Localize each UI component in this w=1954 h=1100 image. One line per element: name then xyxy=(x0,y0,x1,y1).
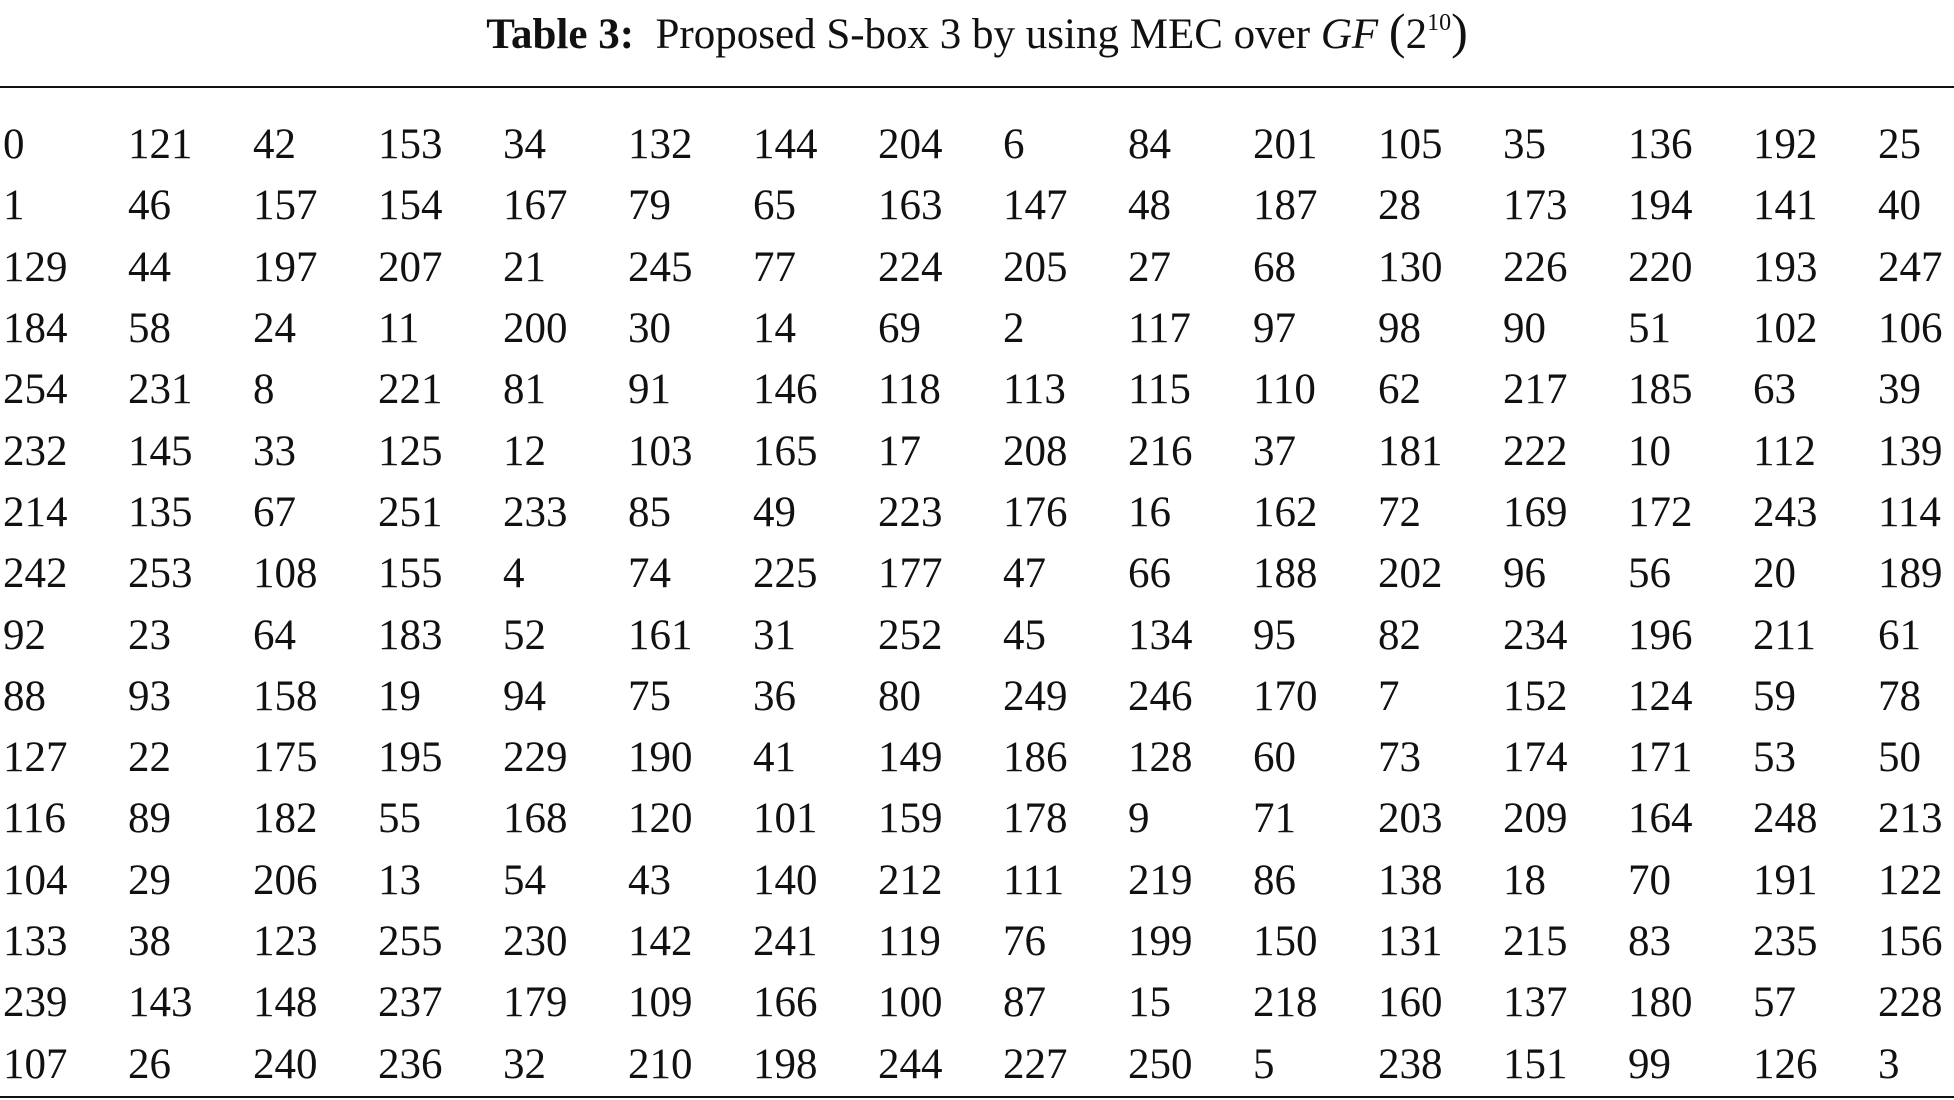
table-cell: 102 xyxy=(1753,305,1818,353)
table-cell: 133 xyxy=(3,918,68,965)
table-cell: 142 xyxy=(628,918,693,965)
table-cell: 4 xyxy=(503,550,525,598)
table-cell: 87 xyxy=(1003,979,1046,1027)
table-cell: 209 xyxy=(1503,795,1568,843)
table-cell: 22 xyxy=(128,734,171,782)
table-row xyxy=(0,1033,1954,1094)
table-row xyxy=(0,727,1954,788)
table-cell: 112 xyxy=(1753,427,1816,475)
table-cell: 155 xyxy=(378,550,443,598)
table-cell: 82 xyxy=(1378,611,1421,659)
table-cell: 115 xyxy=(1128,366,1191,414)
table-cell: 54 xyxy=(503,856,546,904)
table-cell: 86 xyxy=(1253,856,1296,904)
table-cell: 35 xyxy=(1503,121,1546,169)
table-row xyxy=(0,298,1954,359)
table-cell: 215 xyxy=(1503,918,1568,965)
table-cell: 116 xyxy=(3,795,66,843)
table-cell: 104 xyxy=(3,856,68,904)
table-cell: 232 xyxy=(3,427,68,475)
table-cell: 124 xyxy=(1628,672,1693,720)
table-cell: 199 xyxy=(1128,918,1193,965)
table-cell: 248 xyxy=(1753,795,1818,843)
table-cell: 140 xyxy=(753,856,818,904)
sbox-table-body xyxy=(0,114,1954,1095)
table-cell: 125 xyxy=(378,427,443,475)
table-cell: 10 xyxy=(1628,427,1671,475)
table-cell: 183 xyxy=(378,611,443,659)
table-cell: 76 xyxy=(1003,918,1046,965)
table-cell: 1 xyxy=(3,182,25,230)
table-cell: 203 xyxy=(1378,795,1443,843)
table-cell: 107 xyxy=(3,1040,68,1088)
caption-open-paren: ( xyxy=(1388,3,1406,59)
caption-base: 2 xyxy=(1405,11,1428,58)
table-cell: 67 xyxy=(253,488,296,536)
table-cell: 11 xyxy=(378,305,420,353)
table-cell: 73 xyxy=(1378,734,1421,782)
table-row xyxy=(0,237,1954,298)
table-cell: 206 xyxy=(253,856,318,904)
table-cell: 158 xyxy=(253,672,318,720)
table-cell: 28 xyxy=(1378,182,1421,230)
table-cell: 103 xyxy=(628,427,693,475)
table-cell: 131 xyxy=(1378,918,1443,965)
table-cell: 96 xyxy=(1503,550,1546,598)
table-cell: 223 xyxy=(878,488,943,536)
table-cell: 34 xyxy=(503,121,546,169)
table-cell: 172 xyxy=(1628,488,1693,536)
table-cell: 185 xyxy=(1628,366,1693,414)
table-cell: 196 xyxy=(1628,611,1693,659)
table-cell: 132 xyxy=(628,121,693,169)
table-cell: 45 xyxy=(1003,611,1046,659)
table-cell: 3 xyxy=(1878,1040,1900,1088)
table-cell: 221 xyxy=(378,366,443,414)
table-cell: 168 xyxy=(503,795,568,843)
table-cell: 88 xyxy=(3,672,46,720)
caption-field: GF xyxy=(1320,11,1379,58)
table-cell: 211 xyxy=(1753,611,1816,659)
table-cell: 31 xyxy=(753,611,796,659)
table-cell: 47 xyxy=(1003,550,1046,598)
table-cell: 173 xyxy=(1503,182,1568,230)
table-cell: 94 xyxy=(503,672,546,720)
table-cell: 51 xyxy=(1628,305,1671,353)
table-cell: 9 xyxy=(1128,795,1150,843)
table-cell: 48 xyxy=(1128,182,1171,230)
table-cell: 250 xyxy=(1128,1040,1193,1088)
table-cell: 152 xyxy=(1503,672,1568,720)
table-cell: 134 xyxy=(1128,611,1193,659)
table-cell: 37 xyxy=(1253,427,1296,475)
table-cell: 254 xyxy=(3,366,68,414)
table-cell: 184 xyxy=(3,305,68,353)
table-cell: 187 xyxy=(1253,182,1318,230)
table-cell: 59 xyxy=(1753,672,1796,720)
table-cell: 92 xyxy=(3,611,46,659)
table-cell: 204 xyxy=(878,121,943,169)
table-cell: 189 xyxy=(1878,550,1943,598)
table-cell: 100 xyxy=(878,979,943,1027)
table-cell: 38 xyxy=(128,918,171,965)
table-cell: 61 xyxy=(1878,611,1921,659)
table-row xyxy=(0,543,1954,604)
table-cell: 68 xyxy=(1253,243,1296,291)
table-cell: 105 xyxy=(1378,121,1443,169)
table-cell: 175 xyxy=(253,734,318,782)
table-cell: 207 xyxy=(378,243,443,291)
table-cell: 160 xyxy=(1378,979,1443,1027)
table-cell: 253 xyxy=(128,550,193,598)
table-cell: 106 xyxy=(1878,305,1943,353)
table-cell: 239 xyxy=(3,979,68,1027)
table-cell: 97 xyxy=(1253,305,1296,353)
table-cell: 0 xyxy=(3,121,25,169)
table-cell: 23 xyxy=(128,611,171,659)
table-cell: 190 xyxy=(628,734,693,782)
table-cell: 241 xyxy=(753,918,818,965)
table-cell: 110 xyxy=(1253,366,1316,414)
table-cell: 108 xyxy=(253,550,318,598)
table-cell: 245 xyxy=(628,243,693,291)
table-cell: 81 xyxy=(503,366,546,414)
table-cell: 154 xyxy=(378,182,443,230)
table-cell: 193 xyxy=(1753,243,1818,291)
table-cell: 71 xyxy=(1253,795,1296,843)
table-cell: 57 xyxy=(1753,979,1796,1027)
table-cell: 32 xyxy=(503,1040,546,1088)
table-cell: 195 xyxy=(378,734,443,782)
table-cell: 7 xyxy=(1378,672,1400,720)
table-cell: 174 xyxy=(1503,734,1568,782)
table-cell: 66 xyxy=(1128,550,1171,598)
table-cell: 149 xyxy=(878,734,943,782)
table-cell: 17 xyxy=(878,427,921,475)
table-cell: 246 xyxy=(1128,672,1193,720)
table-cell: 78 xyxy=(1878,672,1921,720)
table-cell: 179 xyxy=(503,979,568,1027)
table-cell: 164 xyxy=(1628,795,1693,843)
table-cell: 49 xyxy=(753,488,796,536)
table-cell: 24 xyxy=(253,305,296,353)
table-cell: 33 xyxy=(253,427,296,475)
table-cell: 182 xyxy=(253,795,318,843)
table-cell: 91 xyxy=(628,366,671,414)
table-cell: 85 xyxy=(628,488,671,536)
table-cell: 137 xyxy=(1503,979,1568,1027)
table-cell: 89 xyxy=(128,795,171,843)
table-cell: 136 xyxy=(1628,121,1693,169)
table-cell: 130 xyxy=(1378,243,1443,291)
table-cell: 197 xyxy=(253,243,318,291)
table-cell: 188 xyxy=(1253,550,1318,598)
table-cell: 144 xyxy=(753,121,818,169)
table-cell: 161 xyxy=(628,611,693,659)
table-cell: 146 xyxy=(753,366,818,414)
table-cell: 167 xyxy=(503,182,568,230)
table-cell: 41 xyxy=(753,734,796,782)
table-cell: 6 xyxy=(1003,121,1025,169)
table-cell: 77 xyxy=(753,243,796,291)
table-cell: 44 xyxy=(128,243,171,291)
table-cell: 79 xyxy=(628,182,671,230)
table-cell: 19 xyxy=(378,672,421,720)
table-cell: 170 xyxy=(1253,672,1318,720)
table-cell: 210 xyxy=(628,1040,693,1088)
table-cell: 75 xyxy=(628,672,671,720)
table-cell: 220 xyxy=(1628,243,1693,291)
table-cell: 151 xyxy=(1503,1040,1568,1088)
table-cell: 50 xyxy=(1878,734,1921,782)
table-cell: 157 xyxy=(253,182,318,230)
table-cell: 27 xyxy=(1128,243,1171,291)
table-cell: 213 xyxy=(1878,795,1943,843)
table-cell: 55 xyxy=(378,795,421,843)
table-cell: 120 xyxy=(628,795,693,843)
table-cell: 126 xyxy=(1753,1040,1818,1088)
table-cell: 162 xyxy=(1253,488,1318,536)
table-cell: 178 xyxy=(1003,795,1068,843)
table-cell: 84 xyxy=(1128,121,1171,169)
table-cell: 169 xyxy=(1503,488,1568,536)
table-cell: 243 xyxy=(1753,488,1818,536)
table-cell: 237 xyxy=(378,979,443,1027)
table-cell: 148 xyxy=(253,979,318,1027)
table-cell: 214 xyxy=(3,488,68,536)
table-cell: 62 xyxy=(1378,366,1421,414)
table-row xyxy=(0,175,1954,236)
table-cell: 111 xyxy=(1003,856,1065,904)
table-cell: 218 xyxy=(1253,979,1318,1027)
table-row xyxy=(0,482,1954,543)
table-row xyxy=(0,420,1954,481)
table-cell: 159 xyxy=(878,795,943,843)
table-cell: 212 xyxy=(878,856,943,904)
table-cell: 114 xyxy=(1878,488,1941,536)
table-cell: 18 xyxy=(1503,856,1546,904)
table-cell: 83 xyxy=(1628,918,1671,965)
table-cell: 177 xyxy=(878,550,943,598)
table-cell: 98 xyxy=(1378,305,1421,353)
table-cell: 40 xyxy=(1878,182,1921,230)
table-cell: 176 xyxy=(1003,488,1068,536)
table-row xyxy=(0,604,1954,665)
table-cell: 228 xyxy=(1878,979,1943,1027)
table-row xyxy=(0,911,1954,972)
table-cell: 236 xyxy=(378,1040,443,1088)
table-cell: 65 xyxy=(753,182,796,230)
table-cell: 12 xyxy=(503,427,546,475)
table-cell: 129 xyxy=(3,243,68,291)
table-cell: 244 xyxy=(878,1040,943,1088)
table-cell: 163 xyxy=(878,182,943,230)
table-cell: 153 xyxy=(378,121,443,169)
table-cell: 109 xyxy=(628,979,693,1027)
table-cell: 171 xyxy=(1628,734,1693,782)
table-cell: 26 xyxy=(128,1040,171,1088)
table-cell: 235 xyxy=(1753,918,1818,965)
table-row xyxy=(0,359,1954,420)
table-row xyxy=(0,850,1954,911)
table-cell: 36 xyxy=(753,672,796,720)
table-cell: 141 xyxy=(1753,182,1818,230)
caption-text: Proposed S-box 3 by using MEC over xyxy=(655,11,1311,58)
table-caption xyxy=(0,2,1954,60)
table-cell: 15 xyxy=(1128,979,1171,1027)
table-cell: 202 xyxy=(1378,550,1443,598)
table-cell: 200 xyxy=(503,305,568,353)
caption-close-paren: ) xyxy=(1451,3,1468,59)
table-cell: 113 xyxy=(1003,366,1066,414)
table-cell: 208 xyxy=(1003,427,1068,475)
table-row xyxy=(0,666,1954,727)
table-cell: 74 xyxy=(628,550,671,598)
table-cell: 64 xyxy=(253,611,296,659)
table-cell: 222 xyxy=(1503,427,1568,475)
table-cell: 5 xyxy=(1253,1040,1275,1088)
table-cell: 8 xyxy=(253,366,275,414)
table-cell: 150 xyxy=(1253,918,1318,965)
table-cell: 247 xyxy=(1878,243,1943,291)
table-cell: 69 xyxy=(878,305,921,353)
table-cell: 70 xyxy=(1628,856,1671,904)
table-row xyxy=(0,972,1954,1033)
table-cell: 226 xyxy=(1503,243,1568,291)
caption-exponent: 10 xyxy=(1427,10,1452,36)
table-cell: 145 xyxy=(128,427,193,475)
table-cell: 20 xyxy=(1753,550,1796,598)
table-cell: 80 xyxy=(878,672,921,720)
table-cell: 118 xyxy=(878,366,941,414)
table-row xyxy=(0,114,1954,175)
sbox-table xyxy=(0,114,1954,1095)
table-cell: 181 xyxy=(1378,427,1443,475)
table-cell: 46 xyxy=(128,182,171,230)
table-cell: 63 xyxy=(1753,366,1796,414)
table-cell: 101 xyxy=(753,795,818,843)
table-cell: 16 xyxy=(1128,488,1171,536)
table-cell: 58 xyxy=(128,305,171,353)
table-cell: 119 xyxy=(878,918,941,965)
table-cell: 123 xyxy=(253,918,318,965)
table-cell: 229 xyxy=(503,734,568,782)
table-cell: 39 xyxy=(1878,366,1921,414)
table-cell: 225 xyxy=(753,550,818,598)
table-cell: 2 xyxy=(1003,305,1025,353)
table-cell: 117 xyxy=(1128,305,1191,353)
table-cell: 99 xyxy=(1628,1040,1671,1088)
table-cell: 242 xyxy=(3,550,68,598)
table-cell: 128 xyxy=(1128,734,1193,782)
table-cell: 13 xyxy=(378,856,421,904)
table-cell: 234 xyxy=(1503,611,1568,659)
table-cell: 233 xyxy=(503,488,568,536)
table-cell: 238 xyxy=(1378,1040,1443,1088)
table-cell: 192 xyxy=(1753,121,1818,169)
table-cell: 52 xyxy=(503,611,546,659)
table-cell: 227 xyxy=(1003,1040,1068,1088)
table-cell: 217 xyxy=(1503,366,1568,414)
table-cell: 138 xyxy=(1378,856,1443,904)
table-cell: 180 xyxy=(1628,979,1693,1027)
table-cell: 198 xyxy=(753,1040,818,1088)
table-cell: 14 xyxy=(753,305,796,353)
table-cell: 30 xyxy=(628,305,671,353)
table-cell: 122 xyxy=(1878,856,1943,904)
table-cell: 194 xyxy=(1628,182,1693,230)
table-top-rule xyxy=(0,86,1954,88)
table-cell: 147 xyxy=(1003,182,1068,230)
table-cell: 240 xyxy=(253,1040,318,1088)
table-cell: 72 xyxy=(1378,488,1421,536)
table-cell: 165 xyxy=(753,427,818,475)
table-cell: 60 xyxy=(1253,734,1296,782)
table-cell: 139 xyxy=(1878,427,1943,475)
table-cell: 42 xyxy=(253,121,296,169)
table-cell: 249 xyxy=(1003,672,1068,720)
table-cell: 156 xyxy=(1878,918,1943,965)
table-cell: 121 xyxy=(128,121,193,169)
table-cell: 127 xyxy=(3,734,68,782)
table-cell: 95 xyxy=(1253,611,1296,659)
table-cell: 205 xyxy=(1003,243,1068,291)
table-cell: 201 xyxy=(1253,121,1318,169)
table-cell: 43 xyxy=(628,856,671,904)
table-cell: 56 xyxy=(1628,550,1671,598)
table-cell: 135 xyxy=(128,488,193,536)
table-cell: 29 xyxy=(128,856,171,904)
table-cell: 230 xyxy=(503,918,568,965)
table-cell: 93 xyxy=(128,672,171,720)
table-cell: 224 xyxy=(878,243,943,291)
table-cell: 90 xyxy=(1503,305,1546,353)
table-cell: 255 xyxy=(378,918,443,965)
table-bottom-rule xyxy=(0,1096,1954,1098)
table-cell: 25 xyxy=(1878,121,1921,169)
table-cell: 216 xyxy=(1128,427,1193,475)
table-cell: 186 xyxy=(1003,734,1068,782)
table-cell: 219 xyxy=(1128,856,1193,904)
table-cell: 143 xyxy=(128,979,193,1027)
table-cell: 252 xyxy=(878,611,943,659)
caption-label: Table 3: xyxy=(486,11,635,58)
table-cell: 191 xyxy=(1753,856,1818,904)
table-cell: 53 xyxy=(1753,734,1796,782)
table-cell: 251 xyxy=(378,488,443,536)
table-row xyxy=(0,788,1954,849)
table-cell: 231 xyxy=(128,366,193,414)
table-cell: 21 xyxy=(503,243,546,291)
table-cell: 166 xyxy=(753,979,818,1027)
